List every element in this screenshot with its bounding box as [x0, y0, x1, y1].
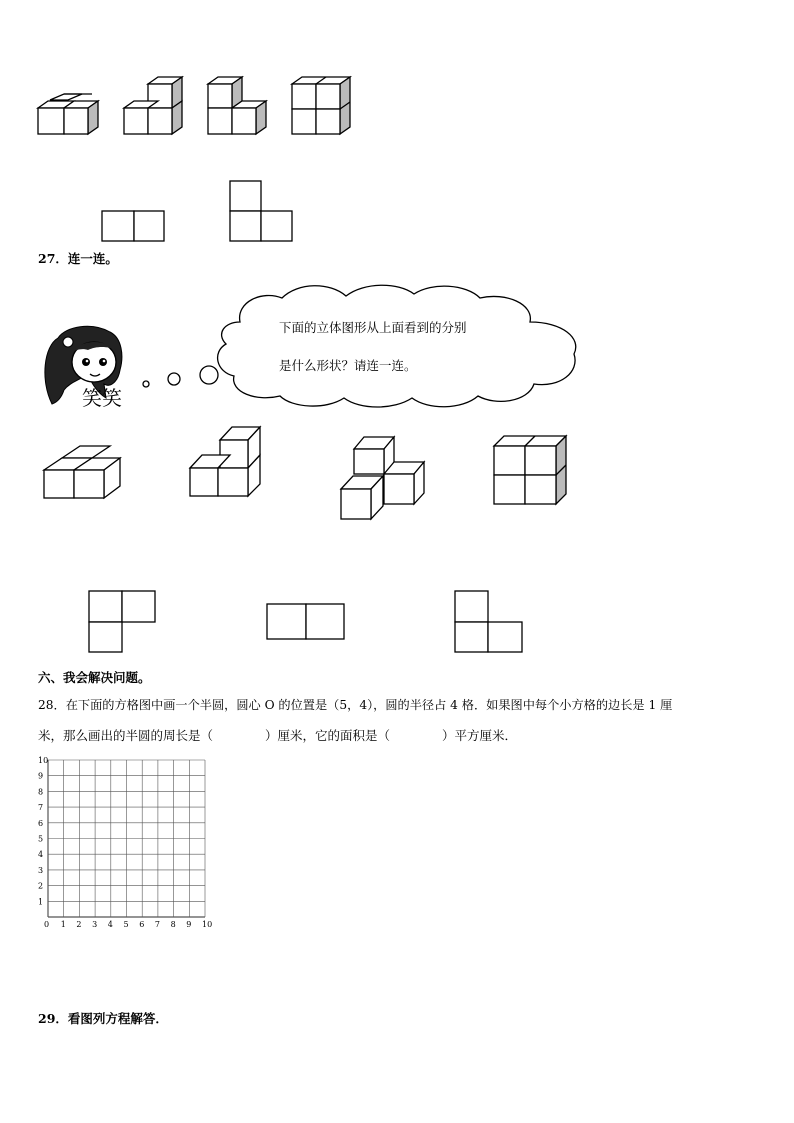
- bubble-text-line2: 是什么形状？请连一连。: [279, 358, 417, 373]
- x-tick-label: 7: [154, 920, 160, 929]
- y-tick-label: 4: [38, 850, 44, 860]
- question-29-label: 29．看图列方程解答．: [38, 1011, 168, 1026]
- y-tick-label: 10: [38, 756, 49, 765]
- x-tick-label: 2: [76, 920, 82, 929]
- question-27-label: 27．连一连。: [38, 251, 118, 266]
- y-tick-label: 5: [38, 834, 44, 844]
- y-tick-label: 2: [38, 881, 44, 891]
- x-tick-label: 10: [202, 920, 213, 929]
- y-tick-label: 6: [38, 818, 44, 828]
- character-name: 笑笑: [82, 386, 122, 410]
- x-tick-label: 5: [123, 920, 129, 929]
- x-tick-label: 8: [170, 920, 176, 929]
- x-tick-label: 4: [107, 920, 113, 929]
- x-tick-label: 1: [60, 920, 66, 929]
- y-tick-label: 1: [38, 897, 44, 907]
- x-tick-label: 6: [139, 920, 145, 929]
- y-tick-label: 7: [38, 803, 44, 813]
- x-tick-label: 0: [44, 920, 50, 929]
- section-6-title: 六、我会解决问题。: [38, 670, 151, 685]
- y-tick-label: 3: [38, 865, 44, 875]
- x-tick-label: 9: [186, 920, 192, 929]
- y-tick-label: 9: [38, 771, 44, 781]
- question-28-line1: 28．在下面的方格图中画一个半圆，圆心 O 的位置是（5，4），圆的半径占 4 格．如果图中每个小方格的边长是 1 厘: [38, 698, 673, 712]
- bubble-text-line1: 下面的立体图形从上面看到的分别: [279, 320, 467, 335]
- question-28-line2: 米，那么画出的半圆的周长是（ ）厘米，它的面积是（ ）平方厘米．: [38, 728, 518, 743]
- y-tick-label: 8: [38, 787, 44, 797]
- x-tick-label: 3: [92, 920, 98, 929]
